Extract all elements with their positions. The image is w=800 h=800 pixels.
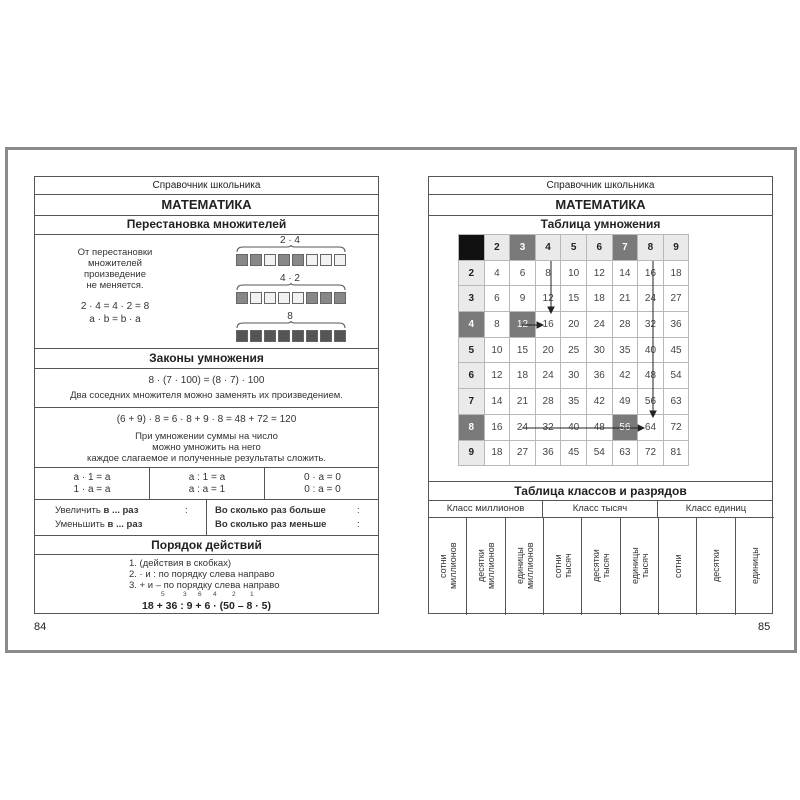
table-cell: 81 bbox=[663, 440, 689, 466]
table-cell: 8 bbox=[535, 260, 561, 286]
table-cell: 15 bbox=[561, 286, 587, 312]
page-number-right: 85 bbox=[758, 621, 771, 633]
table-cell: 18 bbox=[586, 286, 612, 312]
table-cell: 28 bbox=[612, 312, 638, 338]
label-8: 8 bbox=[287, 311, 293, 322]
digit-column bbox=[659, 518, 697, 615]
how-many-times-cell: Во сколько раз больше : Во сколько раз меньше : bbox=[215, 505, 360, 530]
table-cell: 24 bbox=[510, 414, 536, 440]
book-spread bbox=[5, 147, 797, 653]
table-cell: 63 bbox=[663, 389, 689, 415]
table-cell: 72 bbox=[638, 440, 664, 466]
table-cell: 42 bbox=[586, 389, 612, 415]
brace-top bbox=[235, 245, 347, 253]
table-cell: 56 bbox=[638, 389, 664, 415]
commutative-formula-general: a · b = b · a bbox=[89, 314, 141, 325]
table-cell: 12 bbox=[484, 363, 510, 389]
order-steps: 1. (действия в скобках) 2. · и : по порядку слева направо 3. + и – по порядку слева направо bbox=[129, 558, 280, 591]
table-corner bbox=[459, 235, 485, 261]
table-cell: 12 bbox=[586, 260, 612, 286]
digit-label: сотни тысяч bbox=[553, 553, 574, 579]
digit-label: десятки миллионов bbox=[476, 542, 497, 590]
running-head-right: Справочник школьника bbox=[546, 180, 655, 191]
table-cell: 8 bbox=[484, 312, 510, 338]
section-title-commutative: Перестановка множителей bbox=[126, 217, 287, 231]
table-cell: 27 bbox=[510, 440, 536, 466]
increase-decrease-cell: Увеличить в ... раз : Уменьшить в ... раз bbox=[35, 499, 207, 535]
distrib-text: При умножении суммы на число можно умножить на него каждое слагаемое и полученные результаты сложить. bbox=[86, 431, 327, 464]
table-cell: 20 bbox=[561, 312, 587, 338]
table-cell: 9 bbox=[510, 286, 536, 312]
digit-label: единицы bbox=[749, 547, 760, 585]
table-header-cell: 9 bbox=[663, 235, 689, 261]
multiplication-table bbox=[458, 234, 689, 466]
table-row-header: 8 bbox=[459, 414, 485, 440]
digit-column bbox=[506, 518, 544, 615]
section-title-laws: Законы умножения bbox=[149, 351, 264, 365]
table-row-header: 3 bbox=[459, 286, 485, 312]
table-cell: 6 bbox=[510, 260, 536, 286]
classes-table-title: Таблица классов и разрядов bbox=[514, 484, 687, 498]
table-cell: 14 bbox=[484, 389, 510, 415]
table-cell: 10 bbox=[484, 337, 510, 363]
mult-table-title: Таблица умножения bbox=[540, 217, 661, 231]
table-cell: 27 bbox=[663, 286, 689, 312]
table-header-cell: 5 bbox=[561, 235, 587, 261]
table-cell: 63 bbox=[612, 440, 638, 466]
table-cell: 15 bbox=[510, 337, 536, 363]
running-head: Справочник школьника bbox=[152, 180, 261, 191]
table-cell: 45 bbox=[561, 440, 587, 466]
rule-cell-3: 0 · a = 0 0 : a = 0 bbox=[304, 472, 341, 495]
table-header-cell: 7 bbox=[612, 235, 638, 261]
table-cell: 10 bbox=[561, 260, 587, 286]
left-page bbox=[8, 150, 402, 650]
digit-column bbox=[697, 518, 735, 615]
table-header-cell: 2 bbox=[484, 235, 510, 261]
table-cell: 56 bbox=[612, 414, 638, 440]
table-cell: 49 bbox=[612, 389, 638, 415]
table-cell: 48 bbox=[586, 414, 612, 440]
table-cell: 45 bbox=[663, 337, 689, 363]
table-cell: 30 bbox=[561, 363, 587, 389]
digit-label: сотни миллионов bbox=[438, 542, 459, 590]
table-header-cell: 3 bbox=[510, 235, 536, 261]
rule-cell-2: a : 1 = a a : a = 1 bbox=[150, 467, 265, 499]
commutative-formula: 2 · 4 = 4 · 2 = 8 bbox=[80, 301, 150, 312]
table-cell: 24 bbox=[586, 312, 612, 338]
table-cell: 18 bbox=[663, 260, 689, 286]
table-cell: 21 bbox=[612, 286, 638, 312]
digit-label: единицы миллионов bbox=[514, 542, 535, 590]
assoc-text: Два соседних множителя можно заменять их произведением. bbox=[70, 390, 343, 401]
table-cell: 36 bbox=[663, 312, 689, 338]
page-number-left: 84 bbox=[34, 621, 47, 633]
digit-column bbox=[544, 518, 582, 615]
table-cell: 54 bbox=[663, 363, 689, 389]
order-expression: 18 + 36 : 9 + 6 · (50 – 8 · 5) bbox=[142, 600, 271, 612]
brace-bottom bbox=[235, 321, 347, 329]
table-cell: 14 bbox=[612, 260, 638, 286]
table-cell: 40 bbox=[638, 337, 664, 363]
table-header-cell: 4 bbox=[535, 235, 561, 261]
digit-column bbox=[582, 518, 620, 615]
table-cell: 24 bbox=[535, 363, 561, 389]
table-cell: 12 bbox=[510, 312, 536, 338]
table-row-header: 2 bbox=[459, 260, 485, 286]
table-cell: 20 bbox=[535, 337, 561, 363]
label-2x4: 2 · 4 bbox=[279, 235, 300, 246]
assoc-formula: 8 · (7 · 100) = (8 · 7) · 100 bbox=[148, 375, 265, 386]
digit-label: единицы тысяч bbox=[629, 547, 650, 585]
table-cell: 35 bbox=[612, 337, 638, 363]
digit-column bbox=[621, 518, 659, 615]
table-cell: 24 bbox=[638, 286, 664, 312]
table-cell: 35 bbox=[561, 389, 587, 415]
class-group-units: Класс единиц bbox=[658, 500, 774, 518]
digit-label: десятки bbox=[711, 549, 722, 583]
brace-middle bbox=[235, 283, 347, 291]
digit-label: сотни bbox=[673, 554, 684, 578]
table-cell: 32 bbox=[638, 312, 664, 338]
left-page-frame bbox=[34, 176, 379, 614]
table-header-cell: 8 bbox=[638, 235, 664, 261]
table-cell: 25 bbox=[561, 337, 587, 363]
class-group-millions: Класс миллионов bbox=[429, 500, 543, 518]
commutative-text: От перестановки множителей произведение не меняется. bbox=[77, 247, 153, 291]
table-header-cell: 6 bbox=[586, 235, 612, 261]
table-cell: 21 bbox=[510, 389, 536, 415]
table-cell: 42 bbox=[612, 363, 638, 389]
right-page-frame bbox=[428, 176, 773, 614]
table-row-header: 9 bbox=[459, 440, 485, 466]
table-cell: 16 bbox=[638, 260, 664, 286]
table-cell: 12 bbox=[535, 286, 561, 312]
class-group-thousands: Класс тысяч bbox=[543, 500, 658, 518]
table-cell: 18 bbox=[510, 363, 536, 389]
subject-title: МАТЕМАТИКА bbox=[161, 197, 252, 212]
table-cell: 28 bbox=[535, 389, 561, 415]
table-row-header: 6 bbox=[459, 363, 485, 389]
digit-column bbox=[467, 518, 505, 615]
table-cell: 36 bbox=[586, 363, 612, 389]
table-cell: 36 bbox=[535, 440, 561, 466]
step-numbers: 5 3 6 4 2 1 bbox=[161, 591, 254, 598]
subject-title-right: МАТЕМАТИКА bbox=[555, 197, 646, 212]
table-row-header: 7 bbox=[459, 389, 485, 415]
table-cell: 16 bbox=[535, 312, 561, 338]
table-cell: 18 bbox=[484, 440, 510, 466]
digit-column bbox=[429, 518, 467, 615]
table-row-header: 5 bbox=[459, 337, 485, 363]
table-cell: 30 bbox=[586, 337, 612, 363]
table-cell: 48 bbox=[638, 363, 664, 389]
table-cell: 64 bbox=[638, 414, 664, 440]
rule-cell-1: a · 1 = a 1 · a = a bbox=[35, 467, 150, 499]
table-cell: 4 bbox=[484, 260, 510, 286]
section-title-order: Порядок действий bbox=[151, 538, 262, 552]
table-cell: 16 bbox=[484, 414, 510, 440]
digit-column bbox=[736, 518, 774, 615]
table-row-header: 4 bbox=[459, 312, 485, 338]
table-cell: 6 bbox=[484, 286, 510, 312]
label-4x2: 4 · 2 bbox=[279, 273, 300, 284]
table-cell: 54 bbox=[586, 440, 612, 466]
table-cell: 40 bbox=[561, 414, 587, 440]
digit-label: десятки тысяч bbox=[591, 549, 612, 583]
table-cell: 32 bbox=[535, 414, 561, 440]
distrib-formula: (6 + 9) · 8 = 6 · 8 + 9 · 8 = 48 + 72 = 120 bbox=[116, 414, 297, 425]
table-cell: 72 bbox=[663, 414, 689, 440]
right-page bbox=[402, 150, 794, 650]
